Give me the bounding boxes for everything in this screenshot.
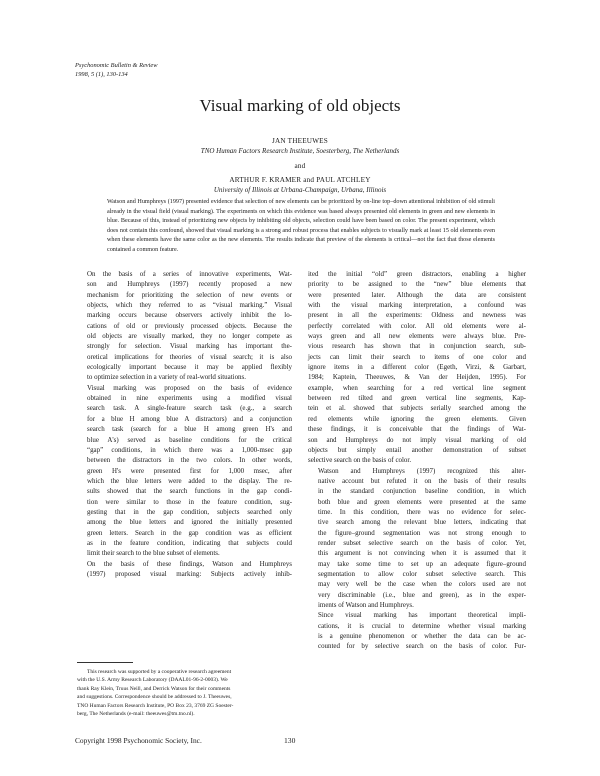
footnote-line: berg, The Netherlands (e-mail: theeuwes@tm.tno.nl).	[77, 711, 195, 718]
text-line: for a blue H among blue A distractors) and a conjunction	[87, 414, 292, 423]
text-line: (1997) proposed visual marking: Subjects actively inhib-	[87, 569, 292, 578]
journal-volume: 1998, 5 (1), 130-134	[75, 71, 128, 78]
text-line: example, when searching for a red vertical line segment	[308, 383, 526, 392]
text-line: strongly for selection. Visual marking has important the-	[87, 342, 292, 351]
text-line: search task (search for a blue H among green H's and	[87, 425, 292, 434]
text-line: sults showed that the search functions in the gap condi-	[87, 487, 292, 496]
text-line: ecologically important because it may be applied flexibly	[87, 363, 292, 372]
text-line: in the standard conjunction baseline condition, in which	[318, 487, 526, 496]
body-column-left	[77, 269, 292, 579]
text-line: between the distractors in the two colors. In other words,	[87, 456, 292, 465]
text-line: priority to be assigned to the “new” blue elements that	[308, 280, 526, 289]
affiliation-tno: TNO Human Factors Research Institute, Soesterberg, The Netherlands	[200, 147, 400, 155]
text-line: “gap” conditions, in which there was a 1,000-msec gap	[87, 445, 292, 454]
text-line: vious research has shown that in conjunction search, sub-	[308, 342, 526, 351]
author-kramer-atchley: ARTHUR F. KRAMER and PAUL ATCHLEY	[229, 176, 371, 184]
text-line: son and Humphreys do not imply visual marking of old	[308, 435, 526, 444]
author-theeuwes: JAN THEEUWES	[272, 137, 328, 145]
text-line: green letters. Search in the gap condition was as efficient	[87, 528, 292, 537]
affiliation-illinois: University of Illinois at Urbana-Champaign, Urbana, Illinois	[213, 186, 387, 194]
text-line: blue A's) served as baseline conditions for the critical	[87, 435, 292, 444]
text-line: ited the initial “old” green distractors, enabling a higher	[308, 270, 526, 278]
text-line: marking occurs because observers actively inhibit the lo-	[87, 311, 292, 320]
paragraph	[77, 269, 292, 383]
text-line: green H's were presented first for 1,000 msec, after	[87, 466, 292, 475]
footnote-line: with the U.S. Army Research Laboratory (DAAL01-96-2-0003). We	[77, 677, 228, 684]
page-number: 130	[284, 736, 296, 745]
text-line: ways green and all new elements were always blue. Pre-	[308, 332, 526, 341]
text-line: cations of old or previously processed objects. Because the	[87, 321, 292, 330]
text-line: may very well be the case when the colors used are not	[318, 580, 526, 589]
footnote-line: and suggestions. Correspondence should be addressed to J. Theeuwes,	[77, 694, 232, 701]
copyright-notice: Copyright 1998 Psychonomic Society, Inc.	[75, 736, 202, 745]
article-title: Visual marking of old objects	[199, 96, 401, 115]
text-line: Since visual marking has important theoretical impli-	[318, 611, 526, 620]
text-line: Watson and Humphreys (1997) recognized this alter-	[318, 466, 526, 475]
text-line: cations, it is crucial to determine whether visual marking	[318, 621, 526, 630]
text-line: between red tilted and green vertical line segments, Kap-	[308, 394, 526, 403]
text-line: search task. A single-feature search task (e.g., a search	[87, 404, 292, 413]
text-line: ignore items in a different color (Egeth, Virzi, & Garbart,	[308, 363, 526, 372]
text-line: is a genuine phenomenon or whether the data can be ac-	[318, 632, 526, 641]
journal-name: Psychonomic Bulletin & Review	[75, 62, 158, 69]
paragraph	[308, 466, 526, 611]
text-line: tein et al. showed that subjects serially searched among the	[308, 404, 526, 413]
text-line: render subset selective search on the basis of color. Yet,	[318, 538, 526, 547]
text-line: counted for by selective search on the basis of color. Fur-	[318, 642, 526, 651]
text-line: obtained in nine experiments using a modified visual	[87, 394, 292, 403]
text-line: very discriminable (i.e., blue and green), as in the exper-	[318, 590, 526, 599]
text-line: both blue and green elements were presented at the same	[318, 497, 526, 506]
text-line: objects but simply entail another demonstration of subset	[308, 445, 526, 454]
footnote-line: This research was supported by a cooperative research agreement	[87, 669, 232, 675]
text-line: as in the feature condition, indicating that subjects could	[87, 538, 292, 547]
footnote-line: TNO Human Factors Research Institute, PO Box 23, 3769 ZG Soester-	[77, 702, 234, 709]
text-line: oretical implications for theories of visual search; it is also	[87, 352, 292, 361]
text-line: red elements while ignoring the green elements. Given	[308, 414, 526, 423]
abstract: Watson and Humphreys (1997) presented evidence that selection of new elements can be prioritized by on-line top–down attentional inhibition of old stimuli already in the visual field (visual marking). The experiments on which this evidence was based always presented old elements in green and new elements in blue. Because of this, instead of prioritizing new objects by inhibiting old objects, selection could have been based on color. The present experiment, which does not contain this confound, showed that visual marking is a strong and robust process that enables subjects to visually mark at least 15 old elements even when these elements have the same color as the new elements. The results indicate that preview of the elements is critical—not the fact that those elements contained a common feature.	[107, 199, 495, 253]
text-line: mechanism for prioritizing the selection of new events or	[87, 290, 292, 299]
text-line: 1984; Kaptein, Theeuwes, & Van der Heijden, 1995). For	[308, 373, 526, 382]
journal-citation	[75, 61, 158, 79]
text-line: objects, which they referred to as “visual marking.” Visual	[87, 301, 292, 310]
text-line: iments of Watson and Humphreys.	[318, 601, 414, 609]
text-line: tive search among the relevant blue letters, indicating that	[318, 518, 526, 527]
text-line: segmentation to allow color subset selective search. This	[318, 569, 526, 578]
text-line: gesting that in the gap condition, subjects searched only	[87, 507, 292, 516]
text-line: tion were similar to those in the feature condition, sug-	[87, 497, 292, 506]
text-line: were presented later. Although the data are consistent	[308, 290, 526, 299]
text-line: the figure–ground segmentation was not strong enough to	[318, 528, 526, 537]
text-line: this argument is not convincing when it is assumed that it	[318, 549, 526, 558]
text-line: Visual marking was proposed on the basis of evidence	[87, 383, 292, 392]
paragraph	[308, 610, 526, 651]
paragraph	[308, 269, 526, 466]
text-line: with the visual marking interpretation, a confound was	[308, 301, 526, 310]
text-line: time. In this condition, there was no evidence for selec-	[318, 507, 526, 516]
text-line: which the blue letters were added to the display. The re-	[87, 476, 292, 485]
footnote-line: thank Ray Klein, Truus Neill, and Derrick Watson for their comments	[77, 685, 231, 692]
text-line: old objects are visually marked, they no longer compete as	[87, 332, 292, 341]
text-line: son and Humphreys (1997) recently proposed a new	[87, 280, 292, 289]
text-line: selective search on the basis of color.	[308, 456, 412, 465]
text-line: may take some time to set up an adequate figure–ground	[318, 559, 526, 568]
paragraph	[77, 559, 292, 580]
text-line: perfectly correlated with color. All old elements were al-	[308, 321, 526, 330]
footnote	[77, 668, 292, 718]
paragraph	[77, 383, 292, 559]
text-line: present in all the experiments: Oldness and newness was	[308, 311, 526, 320]
text-line: On the basis of these findings, Watson and Humphreys	[87, 559, 292, 568]
text-line: limit their search to the blue subset of elements.	[87, 549, 220, 558]
text-line: these findings, it is conceivable that the findings of Wat-	[308, 425, 526, 434]
body-column-right	[308, 269, 526, 652]
author-conjunction: and	[294, 162, 306, 170]
text-line: to optimize selection in a variety of real-world situations.	[87, 373, 246, 382]
footnote-divider	[77, 662, 133, 663]
text-line: On the basis of a series of innovative experiments, Wat-	[87, 270, 292, 278]
text-line: among the blue letters and ignored the initially presented	[87, 518, 292, 527]
text-line: jects can limit their search to items of one color and	[308, 352, 526, 361]
text-line: native account but refuted it on the basis of their results	[318, 476, 526, 485]
